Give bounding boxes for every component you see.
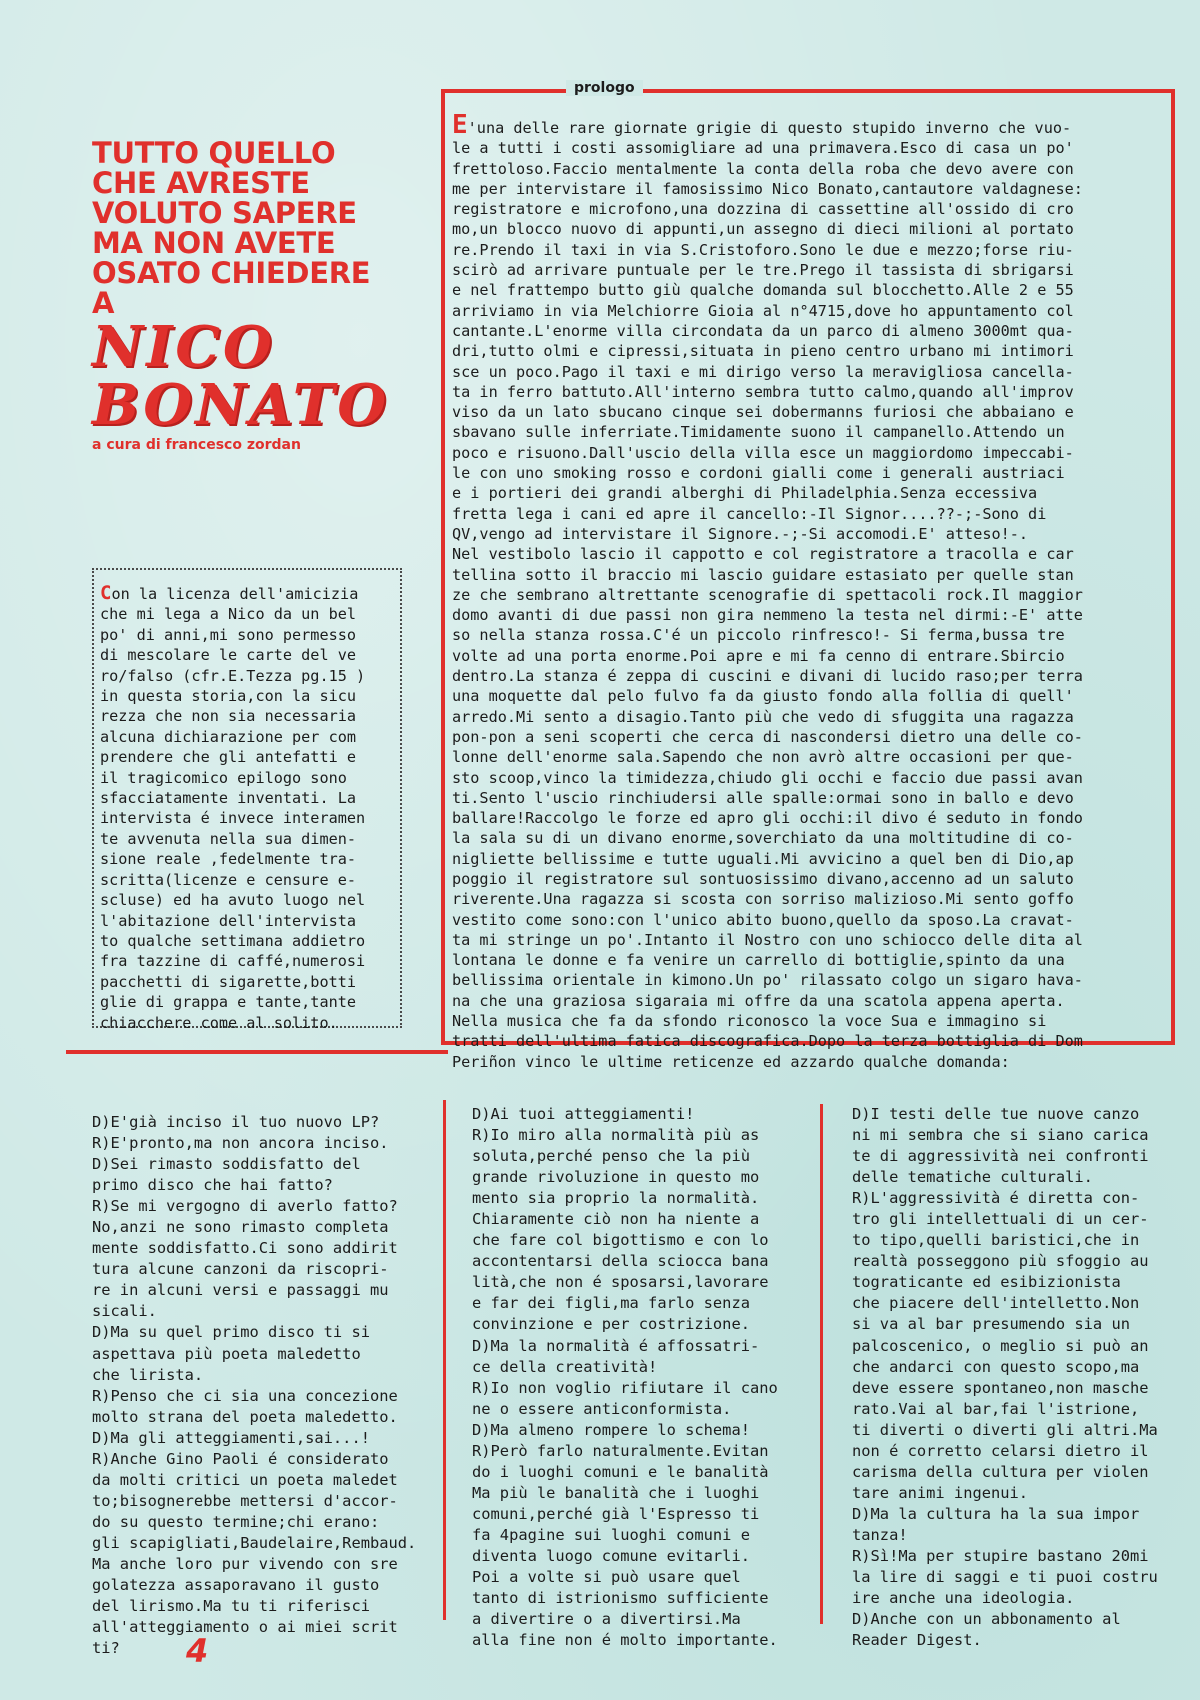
- prologue-line: viso da un lato sbucano cinque sei dobermanns furiosi che abbaiano e: [452, 403, 1074, 422]
- intro-line: che mi lega a Nico da un bel: [100, 605, 357, 624]
- prologue-line: poco e risuono.Dall'uscio della villa esce un maggiordomo impeccabi-: [452, 443, 1074, 462]
- interview-line: accontentarsi della sciocca bana: [472, 1252, 769, 1271]
- headline-line: OSATO CHIEDERE: [92, 256, 371, 290]
- interview-line: D)Ai tuoi atteggiamenti!: [472, 1105, 695, 1123]
- interview-line: D)Ma la cultura ha la sua impor: [852, 1504, 1140, 1523]
- interview-line: do su questo termine;chi erano:: [92, 1512, 380, 1531]
- interview-line: Reader Digest.: [852, 1631, 982, 1650]
- interview-line: si va al bar presumendo sia un: [852, 1315, 1130, 1334]
- interview-line: molto strana del poeta maledetto.: [92, 1407, 398, 1426]
- prologue-line: nigliette bellissime e tutte uguali.Mi avvicino a quel ben di Dio,ap: [452, 849, 1074, 868]
- interview-line: che lirista.: [92, 1365, 204, 1384]
- interview-line: ne o essere anticonformista.: [472, 1399, 732, 1418]
- interview-line: Ma più le banalità che i luoghi: [472, 1483, 760, 1502]
- interview-line: grande rivoluzione in questo mo: [472, 1168, 760, 1187]
- interview-line: convinzione e per costrizione.: [472, 1315, 750, 1334]
- prologue-line: na che una graziosa sigaraia mi offre da una scatola appena aperta.: [452, 991, 1065, 1010]
- horizontal-divider: [66, 1050, 448, 1054]
- column-divider: [443, 1100, 446, 1620]
- interview-column-1: [92, 1112, 416, 1659]
- interview-line: tanza!: [852, 1525, 908, 1544]
- interview-line: che andarci con questo scopo,ma: [852, 1357, 1140, 1376]
- prologue-line: bellissima orientale in kimono.Un po' rilassato colgo un sigaro hava-: [452, 971, 1083, 990]
- interview-line: D)Ma su quel primo disco ti si: [92, 1323, 370, 1342]
- prologue-line: arredo.Mi sento a disagio.Tanto più che vedo di sfuggita una ragazza: [452, 707, 1074, 726]
- prologue-line: lonne dell'enorme sala.Sapendo che non avrò altre occasioni per que-: [452, 748, 1074, 767]
- intro-line: sione reale ,fedelmente tra-: [100, 850, 357, 869]
- intro-line: chiacchere come al solito.: [100, 1013, 338, 1032]
- prologue-line: Nella musica che fa da sfondo riconosco la voce Sua e immagino si: [452, 1012, 1047, 1031]
- interview-line: D)Anche con un abbonamento al: [852, 1610, 1121, 1629]
- headline-line: CHE AVRESTE: [92, 166, 310, 200]
- intro-line: in questa storia,con la sicu: [100, 687, 357, 706]
- interview-line: R)Io miro alla normalità più as: [472, 1126, 760, 1145]
- prologue-label: prologo: [566, 80, 643, 96]
- prologue-line: so nella stanza rossa.C'é un piccolo rinfresco!- Si ferma,bussa tre: [452, 626, 1065, 645]
- intro-line: to qualche settimana addietro: [100, 931, 366, 950]
- intro-line: intervista é invece interamen: [100, 809, 366, 828]
- interview-column-2: [472, 1104, 778, 1651]
- intro-line: sfacciatamente inventati. La: [100, 789, 357, 808]
- interview-line: non é corretto celarsi dietro il: [852, 1441, 1149, 1460]
- prologue-line: poggio il registratore sul sontuosissimo divano,accenno ad un saluto: [452, 869, 1074, 888]
- intro-line: scritta(licenze e censure e-: [100, 870, 357, 889]
- interview-line: che fare col bigottismo e con lo: [472, 1231, 769, 1250]
- interview-line: a divertire o a divertirsi.Ma: [472, 1610, 741, 1629]
- interview-line: R)Però farlo naturalmente.Evitan: [472, 1441, 769, 1460]
- prologue-line: mo,un blocco nuovo di appunti,un assegno di dieci milioni al portato: [452, 220, 1074, 239]
- interview-line: R)Sì!Ma per stupire bastano 20mi: [852, 1546, 1149, 1565]
- prologue-line: Periñon vinco le ultime reticenze ed azzardo qualche domanda:: [452, 1052, 1010, 1071]
- intro-line: il tragicomico epilogo sono: [100, 768, 347, 787]
- prologue-line: volte ad una porta enorme.Poi apre e mi fa cenno di entrare.Sbircio: [452, 646, 1065, 665]
- intro-line: po' di anni,mi sono permesso: [100, 625, 357, 644]
- interview-line: rato.Vai al bar,fai l'istrione,: [852, 1399, 1140, 1418]
- interview-line: D)E'già inciso il tuo nuovo LP?: [92, 1113, 380, 1131]
- intro-line: alcuna dichiarazione per com: [100, 727, 357, 746]
- intro-line: glie di grappa e tante,tante: [100, 993, 357, 1012]
- prologue-drop-cap: E: [452, 110, 468, 140]
- intro-line: ro/falso (cfr.E.Tezza pg.15 ): [100, 666, 366, 685]
- prologue-line: dri,tutto olmi e cipressi,situata in pieno centro urbano mi intimori: [452, 342, 1074, 361]
- interview-line: tro gli intellettuali di un cer-: [852, 1210, 1149, 1229]
- interview-line: mento sia proprio la normalità.: [472, 1189, 760, 1208]
- prologue-line: tratti dell'ultima fatica discografica.Dopo la terza bottiglia di Dom: [452, 1032, 1083, 1051]
- interview-line: che piacere dell'intelletto.Non: [852, 1294, 1140, 1313]
- headline-line: VOLUTO SAPERE: [92, 196, 357, 230]
- artist-name-line: BONATO: [92, 372, 390, 438]
- prologue-line: sbavano sulle inferriate.Timidamente suono il campanello.Attendo un: [452, 423, 1065, 442]
- interview-line: Ma anche loro pur vivendo con sre: [92, 1554, 398, 1573]
- interview-line: No,anzi ne sono rimasto completa: [92, 1218, 389, 1237]
- prologue-line: le a tutti i costi assomigliare ad una primavera.Esco di casa un po': [452, 139, 1074, 158]
- interview-line: lità,che non é sposarsi,lavorare: [472, 1273, 769, 1292]
- prologue-line: Nel vestibolo lascio il cappotto e col registratore a tracolla e car: [452, 545, 1074, 564]
- interview-line: ce della creatività!: [472, 1357, 658, 1376]
- prologue-text: [452, 110, 1083, 1072]
- interview-line: fa 4pagine sui luoghi comuni e: [472, 1525, 750, 1544]
- intro-lines: [100, 604, 365, 1033]
- byline: a cura di francesco zordan: [92, 437, 301, 453]
- prologue-line: re.Prendo il taxi in via S.Cristoforo.Sono le due e mezzo;forse riu-: [452, 240, 1074, 259]
- interview-line: delle tematiche culturali.: [852, 1168, 1093, 1187]
- interview-line: R)Penso che ci sia una concezione: [92, 1386, 398, 1405]
- prologue-line: e nel frattempo butto giù qualche domanda sul blocchetto.Alle 2 e 55: [452, 281, 1074, 300]
- interview-line: D)I testi delle tue nuove canzo: [852, 1105, 1140, 1123]
- interview-line: ire anche una ideologia.: [852, 1589, 1075, 1608]
- interview-line: all'atteggiamento o ai miei scrit: [92, 1618, 398, 1637]
- prologue-line: ta in ferro battuto.All'interno sembra tutto calmo,quando all'improv: [452, 382, 1074, 401]
- intro-first-line: Con la licenza dell'amicizia: [100, 582, 359, 604]
- interview-line: R)E'pronto,ma non ancora inciso.: [92, 1134, 389, 1153]
- interview-line: Chiaramente ciò non ha niente a: [472, 1210, 760, 1229]
- prologue-line: me per intervistare il famosissimo Nico Bonato,cantautore valdagnese:: [452, 179, 1083, 198]
- prologue-line: registratore e microfono,una dozzina di cassettine all'ossido di cro: [452, 200, 1074, 219]
- intro-text: [100, 583, 365, 1033]
- prologue-line: tellina sotto il braccio mi lascio guidare estasiato per quelle stan: [452, 565, 1074, 584]
- prologue-line: ta mi stringe un po'.Intanto il Nostro con uno schiocco delle dita al: [452, 930, 1083, 949]
- interview-line: alla fine non é molto importante.: [472, 1631, 778, 1650]
- artist-name-line: NICO: [92, 314, 275, 380]
- prologue-line: frettoloso.Faccio mentalmente la conta della roba che devo avere con: [452, 159, 1074, 178]
- prologue-lines: [452, 138, 1083, 1072]
- interview-line: realtà posseggono più sfoggio au: [852, 1252, 1149, 1271]
- prologue-line: ze che sembrano altrettante scenografie di spettacoli rock.Il maggior: [452, 585, 1083, 604]
- intro-line: te avvenuta nella sua dimen-: [100, 829, 357, 848]
- intro-drop-cap: C: [100, 582, 112, 604]
- interview-line: da molti critici un poeta maledet: [92, 1470, 398, 1489]
- interview-line: deve essere spontaneo,non masche: [852, 1378, 1149, 1397]
- interview-line: sicali.: [92, 1302, 157, 1321]
- interview-line: R)Anche Gino Paoli é considerato: [92, 1449, 389, 1468]
- interview-line: to tipo,quelli baristici,che in: [852, 1231, 1140, 1250]
- prologue-line: sto scoop,vinco la timidezza,chiudo gli occhi e faccio due passi avan: [452, 768, 1083, 787]
- prologue-first-line: E'una delle rare giornate grigie di questo stupido inverno che vuo-: [452, 110, 1072, 140]
- interview-line: Poi a volte si può usare quel: [472, 1568, 741, 1587]
- prologue-line: arriviamo in via Melchiorre Gioia al n°4715,dove ho appuntamento col: [452, 301, 1074, 320]
- column-divider: [820, 1104, 823, 1624]
- interview-line: R)Io non voglio rifiutare il cano: [472, 1378, 778, 1397]
- interview-line: gli scapigliati,Baudelaire,Rembaud.: [92, 1533, 417, 1552]
- interview-line: tura alcune canzoni da riscopri-: [92, 1260, 389, 1279]
- interview-line: diventa luogo comune evitarli.: [472, 1546, 750, 1565]
- interview-line: R)Se mi vergogno di averlo fatto?: [92, 1197, 398, 1216]
- prologue-line: fretta lega i cani ed apre il cancello:-Il Signor....??-;-Sono di: [452, 504, 1047, 523]
- prologue-line: una moquette dal pelo fulvo fa da giusto fondo alla follia di quell': [452, 687, 1074, 706]
- prologue-line: dentro.La stanza é zeppa di cuscini e divani di lucido raso;per terra: [452, 667, 1083, 686]
- intro-line: fra tazzine di caffé,numerosi: [100, 952, 366, 971]
- intro-line: l'abitazione dell'intervista: [100, 911, 357, 930]
- prologue-line: scirò ad arrivare puntuale per le tre.Prego il tassista di sbrigarsi: [452, 261, 1074, 280]
- interview-line: D)Ma la normalità é affossatri-: [472, 1336, 760, 1355]
- interview-line: carisma della cultura per violen: [852, 1462, 1149, 1481]
- prologue-line: cantante.L'enorme villa circondata da un parco di almeno 3000mt qua-: [452, 321, 1074, 340]
- prologue-line: QV,vengo ad intervistare il Signore.-;-Si accomodi.E' atteso!-.: [452, 524, 1029, 543]
- prologue-line: sce un poco.Pago il taxi e mi dirigo verso la meravigliosa cancella-: [452, 362, 1074, 381]
- prologue-line: domo avanti di due passi non gira nemmeno la testa nel dirmi:-E' atte: [452, 606, 1083, 625]
- interview-line: la lire di saggi e ti puoi costru: [852, 1568, 1158, 1587]
- interview-line: tare animi ingenui.: [852, 1483, 1029, 1502]
- intro-line: pacchetti di sigarette,botti: [100, 972, 357, 991]
- prologue-line: vestito come sono:con l'unico abito buono,quello da sposo.La cravat-: [452, 910, 1074, 929]
- prologue-line: pon-pon a seni scoperti che cerca di nascondersi dietro una delle co-: [452, 727, 1083, 746]
- prologue-line: lontana le donne e fa venire un carrello di bottiglie,spinto da una: [452, 951, 1065, 970]
- interview-line: primo disco che hai fatto?: [92, 1176, 333, 1195]
- interview-line: aspettava più poeta maledetto: [92, 1344, 361, 1363]
- headline-line: A: [92, 286, 115, 320]
- interview-line: D)Ma gli atteggiamenti,sai...!: [92, 1428, 370, 1447]
- headline-line: TUTTO QUELLO: [92, 136, 336, 170]
- prologue-line: ti.Sento l'uscio rinchiudersi alle spalle:ormai sono in ballo e devo: [452, 788, 1074, 807]
- intro-line: di mescolare le carte del ve: [100, 646, 357, 665]
- interview-line: ni mi sembra che si siano carica: [852, 1126, 1149, 1145]
- interview-line: D)Sei rimasto soddisfatto del: [92, 1155, 361, 1174]
- prologue-line: le con uno smoking rosso e cordoni gialli come i generali austriaci: [452, 464, 1065, 483]
- interview-column-3: [852, 1104, 1158, 1651]
- interview-line: tograticante ed esibizionista: [852, 1273, 1121, 1292]
- interview-line: D)Ma almeno rompere lo schema!: [472, 1420, 750, 1439]
- prologue-line: la sala su di un divano enorme,soverchiato da una moltitudine di co-: [452, 829, 1074, 848]
- interview-line: mente soddisfatto.Ci sono addirit: [92, 1239, 398, 1258]
- prologue-line: riverente.Una ragazza si scosta con sorriso malizioso.Mi sento goffo: [452, 890, 1074, 909]
- interview-line: ti diverti o diverti gli altri.Ma: [852, 1420, 1158, 1439]
- interview-line: re in alcuni versi e passaggi mu: [92, 1281, 389, 1300]
- intro-line: rezza che non sia necessaria: [100, 707, 357, 726]
- interview-line: tanto di istrionismo sufficiente: [472, 1589, 769, 1608]
- interview-line: palcoscenico, o meglio si può an: [852, 1336, 1149, 1355]
- interview-line: golatezza assaporavano il gusto: [92, 1576, 380, 1595]
- interview-line: to;bisognerebbe mettersi d'accor-: [92, 1491, 398, 1510]
- interview-line: te di aggressività nei confronti: [852, 1147, 1149, 1166]
- interview-line: R)L'aggressività é diretta con-: [852, 1189, 1140, 1208]
- page-number: 4: [186, 1632, 209, 1670]
- interview-line: do i luoghi comuni e le banalità: [472, 1462, 769, 1481]
- interview-line: ti?: [92, 1639, 120, 1658]
- intro-line: scluse) ed ha avuto luogo nel: [100, 891, 366, 910]
- prologue-line: e i portieri dei grandi alberghi di Philadelphia.Senza eccessiva: [452, 484, 1038, 503]
- interview-line: soluta,perché penso che la più: [472, 1147, 750, 1166]
- headline-line: MA NON AVETE: [92, 226, 336, 260]
- interview-line: comuni,perché già l'Espresso ti: [472, 1504, 760, 1523]
- interview-line: del lirismo.Ma tu ti riferisci: [92, 1597, 370, 1616]
- interview-line: e far dei figli,ma farlo senza: [472, 1294, 750, 1313]
- intro-line: prendere che gli antefatti e: [100, 748, 357, 767]
- article-title: [92, 136, 422, 438]
- prologue-line: ballare!Raccolgo le forze ed apro gli occhi:il divo é seduto in fondo: [452, 809, 1083, 828]
